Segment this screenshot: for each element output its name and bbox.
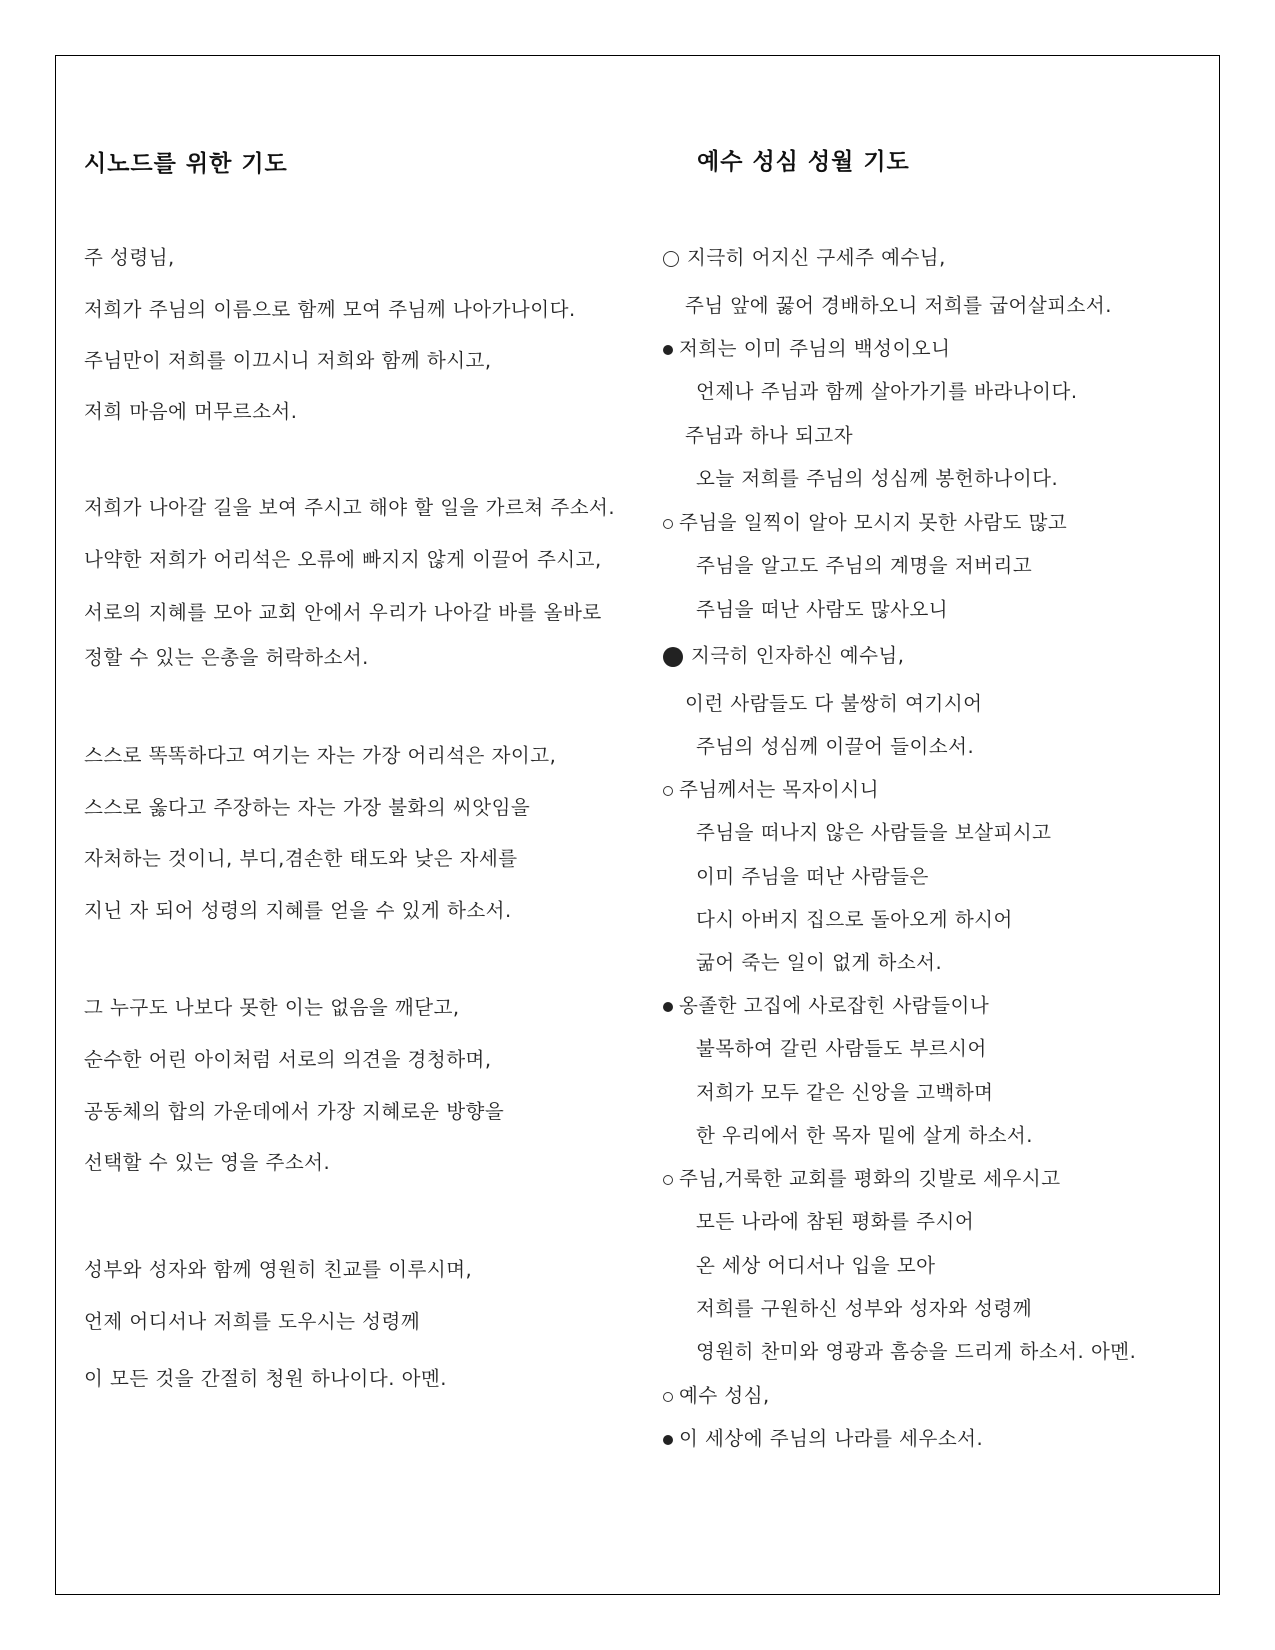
synod-prayer-line: 공동체의 합의 가운데에서 가장 지혜로운 방향을 [84, 1100, 505, 1123]
sacred-heart-line: 주님,거룩한 교회를 평화의 깃발로 세우시고 [663, 1163, 1061, 1191]
synod-prayer-line: 언제 어디서나 저희를 도우시는 성령께 [84, 1310, 421, 1333]
sacred-heart-line: 한 우리에서 한 목자 밑에 살게 하소서. [696, 1124, 1033, 1147]
sacred-heart-line: 다시 아버지 집으로 돌아오게 하시어 [696, 908, 1013, 931]
synod-prayer-line: 그 누구도 나보다 못한 이는 없음을 깨닫고, [84, 996, 460, 1019]
synod-prayer-line: 정할 수 있는 은총을 허락하소서. [84, 646, 369, 669]
sacred-heart-line: 이미 주님을 떠난 사람들은 [696, 865, 929, 888]
sacred-heart-line: 주님 앞에 꿇어 경배하오니 저희를 굽어살피소서. [685, 294, 1112, 317]
sacred-heart-prayer-title: 예수 성심 성월 기도 [697, 149, 910, 175]
synod-prayer-line: 지닌 자 되어 성령의 지혜를 얻을 수 있게 하소서. [84, 899, 512, 922]
sacred-heart-line: 온 세상 어디서나 입을 모아 [696, 1254, 936, 1277]
sacred-heart-line: 지극히 어지신 구세주 예수님, [663, 242, 946, 270]
sacred-heart-line: 영원히 찬미와 영광과 흠숭을 드리게 하소서. 아멘. [696, 1340, 1137, 1363]
sacred-heart-line: 주님께서는 목자이시니 [663, 774, 879, 802]
sacred-heart-line: 모든 나라에 참된 평화를 주시어 [696, 1210, 975, 1233]
sacred-heart-line: 저희를 구원하신 성부와 성자와 성령께 [696, 1297, 1033, 1320]
sacred-heart-line: 주님을 떠난 사람도 많사오니 [696, 598, 949, 621]
sacred-heart-line: 저희는 이미 주님의 백성이오니 [663, 333, 950, 361]
filled-circle-icon [663, 1002, 673, 1012]
filled-circle-icon [663, 1435, 673, 1445]
synod-prayer-line: 순수한 어린 아이처럼 서로의 의견을 경청하며, [84, 1048, 492, 1071]
synod-prayer-title: 시노드를 위한 기도 [84, 151, 288, 177]
synod-prayer-line: 주님만이 저희를 이끄시니 저희와 함께 하시고, [84, 349, 492, 372]
synod-prayer-line: 저희가 주님의 이름으로 함께 모여 주님께 나아가나이다. [84, 298, 576, 321]
sacred-heart-line: 이런 사람들도 다 불쌍히 여기시어 [685, 692, 983, 715]
sacred-heart-line: 옹졸한 고집에 사로잡힌 사람들이나 [663, 990, 989, 1018]
synod-prayer-line: 이 모든 것을 간절히 청원 하나이다. 아멘. [84, 1367, 447, 1390]
sacred-heart-line: 오늘 저희를 주님의 성심께 봉헌하나이다. [696, 467, 1059, 490]
sacred-heart-line: 불목하여 갈린 사람들도 부르시어 [696, 1037, 987, 1060]
open-circle-icon [663, 251, 679, 267]
synod-prayer-line: 주 성령님, [84, 246, 175, 269]
synod-prayer-line: 자처하는 것이니, 부디,겸손한 태도와 낮은 자세를 [84, 847, 518, 870]
sacred-heart-line: 주님을 알고도 주님의 계명을 저버리고 [696, 554, 1033, 577]
sacred-heart-line: 주님의 성심께 이끌어 들이소서. [696, 735, 975, 758]
synod-prayer-line: 저희 마음에 머무르소서. [84, 400, 298, 423]
sacred-heart-line: 저희가 모두 같은 신앙을 고백하며 [696, 1081, 994, 1104]
sacred-heart-line: 굶어 죽는 일이 없게 하소서. [696, 951, 943, 974]
sacred-heart-line: 언제나 주님과 함께 살아가기를 바라나이다. [696, 380, 1078, 403]
filled-circle-icon [663, 345, 673, 355]
open-circle-icon [663, 1175, 673, 1185]
sacred-heart-line: 이 세상에 주님의 나라를 세우소서. [663, 1423, 983, 1451]
synod-prayer-line: 스스로 똑똑하다고 여기는 자는 가장 어리석은 자이고, [84, 744, 557, 767]
open-circle-icon [663, 1392, 673, 1402]
synod-prayer-line: 선택할 수 있는 영을 주소서. [84, 1151, 331, 1174]
sacred-heart-line: 예수 성심, [663, 1380, 770, 1408]
open-circle-icon [663, 786, 673, 796]
synod-prayer-line: 서로의 지혜를 모아 교회 안에서 우리가 나아갈 바를 올바로 [84, 601, 602, 624]
sacred-heart-line: 주님을 일찍이 알아 모시지 못한 사람도 많고 [663, 507, 1067, 535]
sacred-heart-line: 주님을 떠나지 않은 사람들을 보살피시고 [696, 821, 1052, 844]
synod-prayer-line: 스스로 옳다고 주장하는 자는 가장 불화의 씨앗임을 [84, 796, 531, 819]
filled-circle-icon [663, 647, 683, 667]
synod-prayer-line: 저희가 나아갈 길을 보여 주시고 해야 할 일을 가르쳐 주소서. [84, 496, 616, 519]
sacred-heart-line: 지극히 인자하신 예수님, [663, 640, 904, 668]
synod-prayer-line: 성부와 성자와 함께 영원히 친교를 이루시며, [84, 1258, 473, 1281]
open-circle-icon [663, 519, 673, 529]
synod-prayer-line: 나약한 저희가 어리석은 오류에 빠지지 않게 이끌어 주시고, [84, 548, 602, 571]
sacred-heart-line: 주님과 하나 되고자 [685, 424, 854, 447]
